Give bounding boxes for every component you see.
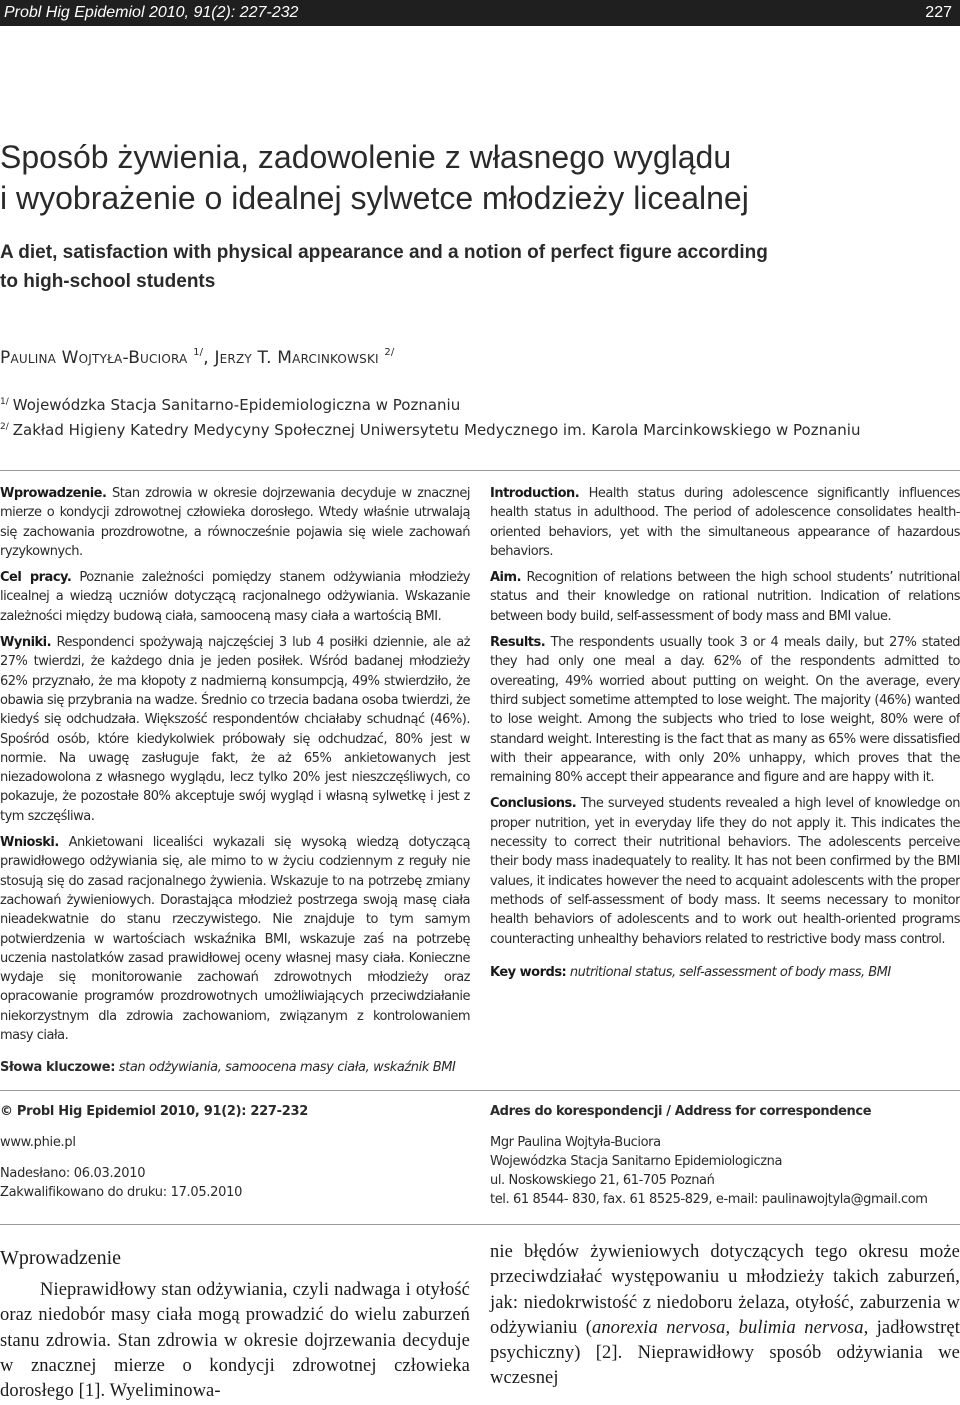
title-line-2: i wyobrażenie o idealnej sylwetce młodzieży licealnej [0,180,749,216]
affiliation-text: Wojewódzka Stacja Sanitarno-Epidemiologiczna w Poznaniu [12,396,461,414]
abstract-section [490,794,960,948]
abstract-english [490,484,960,989]
affiliation [0,391,955,416]
text-run: , jadłowstręt psychiczny) [2]. Nieprawidłowy sposób odżywiania we wczesnej [490,1317,960,1389]
keywords-text: nutritional status, self-assessment of body mass, BMI [566,964,891,980]
section-text: Poznanie zależności pomiędzy stanem odżywiania młodzieży licealnej a wiedzą uczniów dotyczącą racjonalnego odżywiania. Wskazanie zależności między budową ciała, samooceną masy ciała a wartością BMI. [0,570,470,624]
running-head [0,0,960,26]
section-text: The surveyed students revealed a high level of knowledge on proper nutrition, yet in everyday life they do not apply it. This indicates the necessity to correct their nutritional behaviors. The adolescents perceive their body mass inadequately to reality. It has not been confirmed by the BMI values, it indicates however the need to acquaint adolescents with the proper methods of self-assessment of body mass. It seems necessary to monitor health behaviors of adolescents and to work out health-oriented programs counteracting unhealthy behaviors related to restrictive body mass control. [490,796,960,947]
paragraph: Nieprawidłowy stan odżywiania, czyli nadwaga i otyłość oraz niedobór masy ciała mogą prowadzić do wielu zaburzeń stanu zdrowia. Stan zdrowia w okresie dojrzewania decyduje w znacznej mierze o kondycji zdrowotnej człowieka dorosłego [1]. Wyeliminowa- [0,1280,470,1402]
text-run: , [725,1317,739,1338]
publication-info [0,1102,470,1202]
abstract-section [0,833,470,1045]
subtitle-line-2: to high-school students [0,271,216,292]
accepted-date: Zakwalifikowano do druku: 17.05.2010 [0,1185,243,1200]
title-line-1: Sposób żywienia, zadowolenie z własnego wyglądu [0,139,732,175]
page-number: 227 [925,4,952,21]
section-label: Aim. [490,570,522,586]
divider [0,1224,960,1225]
section-text: Ankietowani licealiści wykazali się wysoką wiedzą dotyczącą prawidłowego odżywiania się, ale mimo to w życiu codziennym z reguły nie stosują się do zasad racjonalnego żywienia. Wskazuje to na potrzebę zmiany zachowań żywieniowych. Dorastająca młodzież postrzega swoją masę ciała nieadekwatnie do stanu rzeczywistego. Nie znajduje to tym samym potwierdzenia w wartościach wskaźnika BMI, wskazuje zaś na potrzebę uczenia nastolatków zasad prawidłowej oceny własnej masy ciała. Konieczne wydaje się monitorowanie zachowań zdrowotnych młodzieży oraz opracowanie programów prozdrowotnych umożliwiających przeciwdziałanie niekorzystnym dla zdrowia zachowaniom, związanym z kontrolowaniem masy ciała. [0,835,470,1044]
abstract-section [490,633,960,787]
keywords-label: Key words: [490,964,567,980]
keywords-polish [0,1058,960,1077]
section-label: Wyniki. [0,635,52,651]
author-name: Paulina Wojtyła-Buciora [0,348,188,368]
abstract-section [490,568,960,626]
section-text: Health status during adolescence significantly influences health status in adulthood. The period of adolescence consolidates health-oriented behaviors, yet with the simultaneous appearance of hazardous behaviors. [490,486,960,559]
article-title-polish [0,137,955,219]
abstract-section [0,568,470,626]
section-label: Cel pracy. [0,570,72,586]
correspondence-street: ul. Noskowskiego 21, 61-705 Poznań [490,1173,715,1188]
author-affiliation-mark: 2/ [384,347,395,358]
keywords-text: stan odżywiania, samoocena masy ciała, wskaźnik BMI [115,1060,456,1075]
article-title-english [0,238,955,296]
author-affiliation-mark: 1/ [193,347,204,358]
section-text: Respondenci spożywają najczęściej 3 lub 4 posiłki dziennie, ale aż 27% twierdzi, że każdego dnia je jeden posiłek. Wśród badanej młodzieży 62% przyznało, że ma kłopoty z nadmierną konsumpcją, 49% stwierdziło, że obawia się przybrania na wadze. Średnio co trzecia badana osoba twierdzi, że kiedyś się odchudzała. Większość respondentów chciałaby schudnąć (46%). Spośród osób, które kiedykolwiek próbowały się odchudzać, 80% jest w normie. Na uwagę zasługuje fakt, że aż 65% ankietowanych jest niezadowolona z własnego wyglądu, lecz tylko 20% jest nieszczęśliwych, co pokazuje, że pozostałe 80% akceptuje swój wygląd i własną sylwetkę i jest z tym szczęśliwa. [0,635,470,824]
keywords-label: Słowa kluczowe: [0,1060,116,1075]
copyright-line: © Probl Hig Epidemiol 2010, 91(2): 227-232 [0,1104,308,1119]
affiliation [0,416,955,441]
paragraph [490,1240,960,1392]
affiliation-mark: 1/ [0,397,9,407]
website-link[interactable]: www.phie.pl [0,1135,76,1150]
abstract-section [0,484,470,561]
affiliation-text: Zakład Higieny Katedry Medycyny Społecznej Uniwersytetu Medycznego im. Karola Marcinkowskiego w Poznaniu [12,421,861,439]
section-text: The respondents usually took 3 or 4 meals daily, but 27% stated they had only one meal a day. 62% of the respondents admitted to overeating, 49% worried about putting on weight. On the average, every third subject sometime attempted to lose weight. The majority (46%) wanted to lose weight. Among the subjects who tried to lose weight, 80% were of standard weight. Interesting is the fact that as many as 65% were dissatisfied with their appearance, with only 20% unhappy, which proves that the remaining 80% accept their appearance and figure and are happy with it. [490,635,960,786]
italic-term: anorexia nervosa [591,1317,726,1338]
divider [0,1090,960,1091]
keywords-english [490,963,960,982]
author-separator: , [203,348,209,368]
correspondence-heading: Adres do korespondencji / Address for correspondence [490,1104,872,1119]
abstract-polish [0,484,470,1052]
abstract-section [0,633,470,826]
correspondence-name: Mgr Paulina Wojtyła-Buciora [490,1135,661,1150]
divider [0,470,960,471]
section-label: Wnioski. [0,835,59,851]
abstract-section [490,484,960,561]
section-text: Recognition of relations between the high school students’ nutritional status and their knowledge on rational nutrition. Indication of relations between body build, self-assessment of body mass and BMI value. [490,570,960,624]
correspondence-contact: tel. 61 8544- 830, fax. 61 8525-829, e-mail: paulinawojtyla@gmail.com [490,1192,928,1207]
correspondence-address [490,1102,960,1209]
text-run: nie błędów żywieniowych dotyczących tego okresu może przeciwdziałać występowaniu u młodzieży takich zaburzeń, jak: niedokrwistość z niedoboru żelaza, otyłość, zaburzenia w odżywianiu ( [490,1242,960,1338]
section-text: Stan zdrowia w okresie dojrzewania decyduje w znacznej mierze o kondycji zdrowotnej człowieka dorosłego. Wtedy właśnie utrwalają się zachowania prozdrowotne, a równocześnie pojawia się wiele zachowań ryzykownych. [0,486,470,559]
correspondence-institution: Wojewódzka Stacja Sanitarno Epidemiologiczna [490,1154,783,1169]
section-label: Introduction. [490,486,580,501]
section-heading: Wprowadzenie [0,1247,122,1269]
affiliation-mark: 2/ [0,422,9,432]
received-date: Nadesłano: 06.03.2010 [0,1166,146,1181]
section-label: Results. [490,635,546,651]
journal-citation: Probl Hig Epidemiol 2010, 91(2): 227-232 [4,4,299,21]
section-label: Wprowadzenie. [0,486,107,501]
body-text-right [490,1240,960,1392]
author-name: Jerzy T. Marcinkowski [214,348,379,368]
section-label: Conclusions. [490,796,577,812]
body-text-left [0,1278,470,1404]
italic-term: bulimia nervosa [738,1317,864,1338]
author-list [0,340,955,371]
subtitle-line-1: A diet, satisfaction with physical appearance and a notion of perfect figure according [0,242,768,263]
